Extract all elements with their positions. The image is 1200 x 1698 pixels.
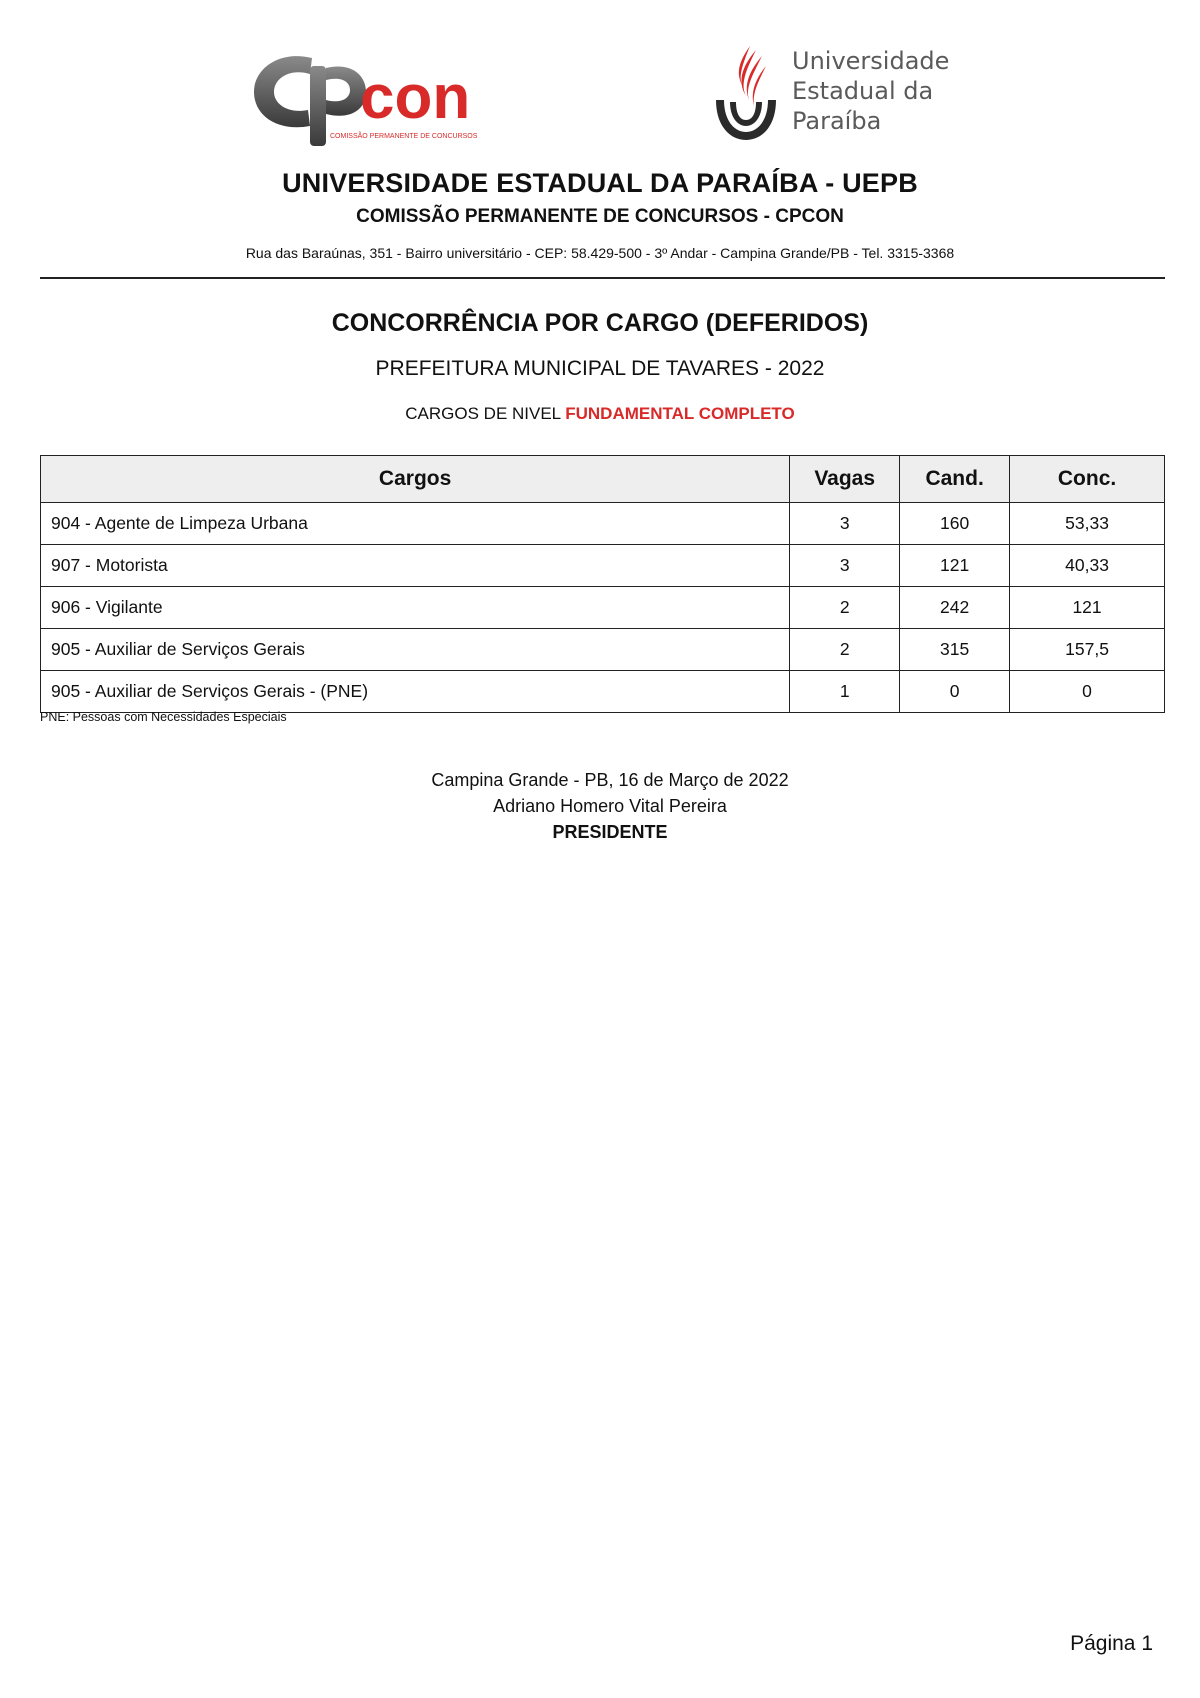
cell-conc: 121 <box>1010 587 1165 629</box>
table-row <box>41 503 1165 545</box>
address-line: Rua das Baraúnas, 351 - Bairro universitário - CEP: 58.429-500 - 3º Andar - Campina Grande/PB - Tel. 3315-3368 <box>245 245 955 261</box>
cpcon-wordmark-con: con <box>360 63 471 132</box>
uepb-logo <box>710 40 970 150</box>
cell-vagas: 2 <box>790 629 900 671</box>
header-cand: Cand. <box>900 456 1010 503</box>
cell-cand: 315 <box>900 629 1010 671</box>
signatory-role: PRESIDENTE <box>552 822 668 842</box>
document-subtitle: PREFEITURA MUNICIPAL DE TAVARES - 2022 <box>375 357 825 380</box>
cell-cargo: 905 - Auxiliar de Serviços Gerais <box>41 629 790 671</box>
document-title: CONCORRÊNCIA POR CARGO (DEFERIDOS) <box>331 309 869 337</box>
table-header-row <box>41 456 1165 503</box>
uepb-flame-icon <box>710 40 782 150</box>
competition-table <box>40 455 1165 713</box>
header-cargos: Cargos <box>41 456 790 503</box>
cell-cand: 0 <box>900 671 1010 713</box>
cell-cargo: 906 - Vigilante <box>41 587 790 629</box>
pne-footnote: PNE: Pessoas com Necessidades Especiais <box>40 710 287 724</box>
table-row <box>41 629 1165 671</box>
cpcon-tagline: COMISSÃO PERMANENTE DE CONCURSOS <box>330 133 478 140</box>
cell-vagas: 1 <box>790 671 900 713</box>
cell-cand: 160 <box>900 503 1010 545</box>
uepb-logo-line1: Universidade <box>792 47 950 75</box>
commission-title: COMISSÃO PERMANENTE DE CONCURSOS - CPCON <box>356 206 844 227</box>
level-highlight: FUNDAMENTAL COMPLETO <box>565 404 795 423</box>
cell-cand: 121 <box>900 545 1010 587</box>
cell-cargo: 907 - Motorista <box>41 545 790 587</box>
uepb-logo-line3: Paraíba <box>792 107 882 135</box>
cpcon-logo <box>250 44 500 148</box>
cell-vagas: 3 <box>790 545 900 587</box>
cell-cargo: 905 - Auxiliar de Serviços Gerais - (PNE) <box>41 671 790 713</box>
header-vagas: Vagas <box>790 456 900 503</box>
institution-title: UNIVERSIDADE ESTADUAL DA PARAÍBA - UEPB <box>282 168 918 198</box>
signature-block <box>0 767 1200 845</box>
header-divider <box>40 277 1165 279</box>
table-row <box>41 587 1165 629</box>
logo-bar <box>0 40 1200 150</box>
cell-conc: 53,33 <box>1010 503 1165 545</box>
page-number: Página 1 <box>1070 1632 1153 1655</box>
cell-vagas: 2 <box>790 587 900 629</box>
cell-conc: 0 <box>1010 671 1165 713</box>
cell-cand: 242 <box>900 587 1010 629</box>
cell-conc: 40,33 <box>1010 545 1165 587</box>
place-date: Campina Grande - PB, 16 de Março de 2022 <box>431 770 789 790</box>
table-row <box>41 545 1165 587</box>
level-line <box>0 404 1200 424</box>
header-conc: Conc. <box>1010 456 1165 503</box>
cell-vagas: 3 <box>790 503 900 545</box>
table-row <box>41 671 1165 713</box>
level-prefix: CARGOS DE NIVEL <box>405 404 566 423</box>
signatory-name: Adriano Homero Vital Pereira <box>493 796 727 816</box>
cell-conc: 157,5 <box>1010 629 1165 671</box>
cell-cargo: 904 - Agente de Limpeza Urbana <box>41 503 790 545</box>
uepb-logo-line2: Estadual da <box>792 77 934 105</box>
